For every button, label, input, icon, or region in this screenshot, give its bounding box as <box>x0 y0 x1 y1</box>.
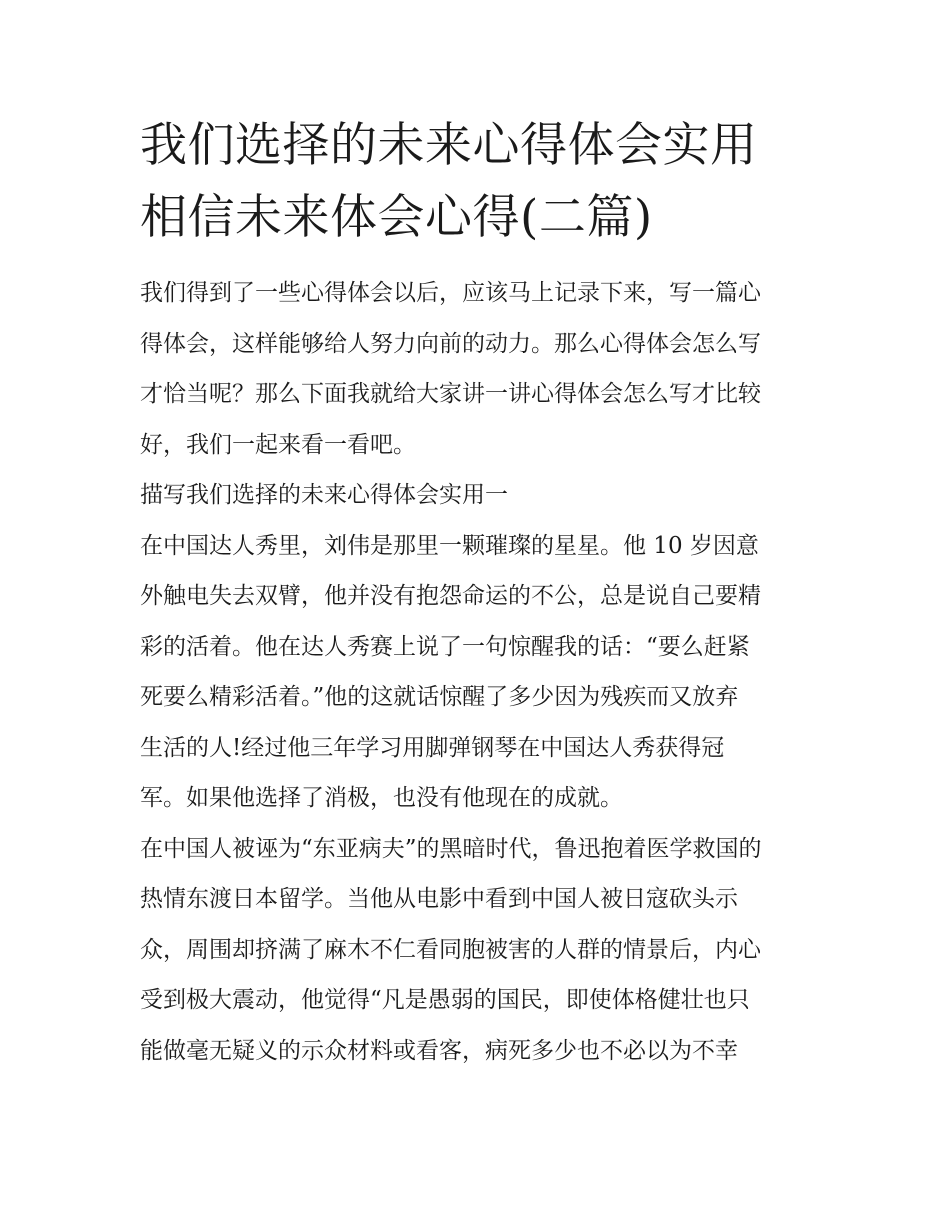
title-line-1: 我们选择的未来心得体会实用 <box>140 118 758 173</box>
text-line: 彩的活着。他在达人秀赛上说了一句惊醒我的话：“要么赶紧 <box>140 633 750 660</box>
text-line: 好，我们一起来看一看吧。 <box>140 431 416 458</box>
text-line: 得体会，这样能够给人努力向前的动力。那么心得体会怎么写 <box>140 330 761 357</box>
document-title <box>140 110 820 254</box>
text-line: 我们得到了一些心得体会以后，应该马上记录下来，写一篇心 <box>140 280 761 306</box>
text-line: 外触电失去双臂，他并没有抱怨命运的不公，总是说自己要精 <box>140 583 761 609</box>
intro-paragraph <box>140 268 820 470</box>
text-line: 在中国人被诬为“东亚病夫”的黑暗时代，鲁迅抱着医学救国的 <box>140 835 762 862</box>
text-line: 描写我们选择的未来心得体会实用一 <box>140 482 508 508</box>
text-line: 生活的人!经过他三年学习用脚弹钢琴在中国达人秀获得冠 <box>140 734 725 761</box>
text-line: 热情东渡日本留学。当他从电影中看到中国人被日寇砍头示 <box>140 886 738 912</box>
text-line: 受到极大震动，他觉得“凡是愚弱的国民，即使体格健壮也只 <box>140 987 750 1013</box>
section-heading <box>140 470 820 521</box>
document-body <box>140 268 820 1076</box>
document-content <box>140 110 820 1076</box>
lu-xun-paragraph <box>140 824 820 1077</box>
text-line: 能做毫无疑义的示众材料或看客，病死多少也不必以为不幸 <box>140 1037 738 1064</box>
title-line-2: 相信未来体会心得(二篇) <box>140 190 653 245</box>
text-line: 死要么精彩活着。”他的这就话惊醒了多少因为残疾而又放弃 <box>140 684 739 710</box>
text-line: 军。如果他选择了消极，也没有他现在的成就。 <box>140 785 623 811</box>
text-line: 才恰当呢？那么下面我就给大家讲一讲心得体会怎么写才比较 <box>140 381 761 407</box>
text-line: 在中国达人秀里，刘伟是那里一颗璀璨的星星。他 10 岁因意 <box>140 532 759 559</box>
liu-wei-paragraph <box>140 521 820 824</box>
text-line: 众，周围却挤满了麻木不仁看同胞被害的人群的情景后，内心 <box>140 936 761 963</box>
